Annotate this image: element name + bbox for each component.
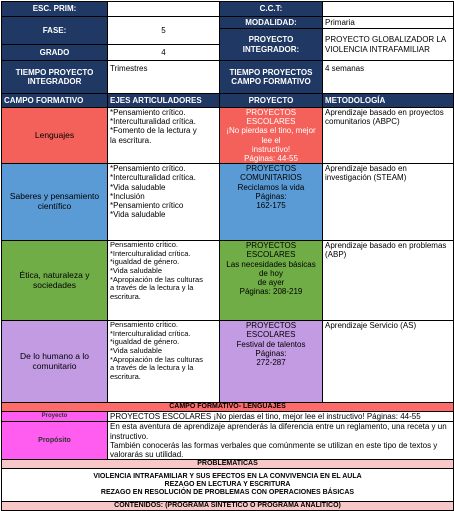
ejes-humano xyxy=(108,321,220,403)
metodologia-saberes: Aprendizaje basado en investigación (STEAM) xyxy=(323,164,454,241)
esc-prim-value xyxy=(108,2,220,17)
problematica-item: VIOLENCIA INTRAFAMILIAR Y SUS EFECTOS EN LA CONVIVENCIA EN EL AULA xyxy=(93,473,362,481)
modalidad-label: MODALIDAD: xyxy=(220,17,323,29)
proyecto-line: Páginas: xyxy=(255,348,287,358)
eje-item: *Interculturalidad crítica. xyxy=(110,328,191,338)
modalidad-value: Primaria xyxy=(323,17,454,29)
eje-item: Pensamiento crítico. xyxy=(110,320,178,330)
tiempo-integrador-value: Trimestres xyxy=(108,61,220,94)
section-title-lenguajes: CAMPO FORMATIVO- LENGUAJES xyxy=(2,403,454,412)
fase-value: 5 xyxy=(108,17,220,45)
proyecto-line: Páginas: xyxy=(255,191,287,201)
proyecto-line: Reciclamos la vida xyxy=(237,182,305,192)
proyecto-saberes xyxy=(220,164,323,241)
proyecto-label: Proyecto xyxy=(2,412,108,422)
eje-item: *Vida saludable xyxy=(110,182,166,192)
proyecto-line: Festival de talentos xyxy=(236,339,306,349)
proyecto-line: Las necesidades básicas xyxy=(226,259,316,269)
proposito-label: Propósito xyxy=(2,422,108,460)
metodologia-etica: Aprendizaje basado en problemas (ABP) xyxy=(323,241,454,321)
metodologia-lenguajes: Aprendizaje basado en proyectos comunitarios (ABPC) xyxy=(323,108,454,164)
proyecto-line: instructivo! xyxy=(251,144,291,154)
proyecto-line: PROYECTOS ESCOLARES xyxy=(245,108,297,127)
ejes-saberes xyxy=(108,164,220,241)
campo-etica: Ética, naturaleza y sociedades xyxy=(2,241,108,321)
eje-item: escritura. xyxy=(110,371,141,381)
eje-item: *Fomento de la lectura y xyxy=(110,126,197,136)
problematica-item: REZAGO EN LECTURA Y ESCRITURA xyxy=(164,481,291,489)
esc-prim-label: ESC. PRIM: xyxy=(2,2,108,17)
proyecto-line: Páginas: 44-55 xyxy=(244,153,298,163)
metodologia-humano: Aprendizaje Servicio (AS) xyxy=(323,321,454,403)
proyecto-line: Páginas: 208-219 xyxy=(239,287,303,297)
problematica-item: REZAGO EN RESOLUCIÓN DE PROBLEMAS CON OPERACIONES BÁSICAS xyxy=(100,489,355,497)
proyecto-line: PROYECTOS ESCOLARES xyxy=(245,321,297,340)
campo-humano: De lo humano a lo comunitario xyxy=(2,321,108,403)
campo-lenguajes: Lenguajes xyxy=(2,108,108,164)
eje-item: *Apropiación de las culturas xyxy=(110,354,203,364)
eje-item: *Pensamiento crítico. xyxy=(110,108,186,117)
proyecto-integrador-label: PROYECTO INTEGRADOR: xyxy=(220,29,323,61)
eje-item: *igualdad de género. xyxy=(110,257,180,267)
proposito-line: También conocerás las formas verbales que comúnmente se utilizan en este tipo de textos y valorarás su utilidad. xyxy=(110,440,438,459)
proyecto-line: ¡No pierdas el tino, mejor lee el xyxy=(226,126,316,145)
ejes-etica xyxy=(108,241,220,321)
grado-value: 4 xyxy=(108,45,220,61)
col-ejes-articuladores: EJES ARTICULADORES xyxy=(108,94,220,108)
col-campo-formativo: CAMPO FORMATIVO xyxy=(2,94,108,108)
proyecto-line: 272-287 xyxy=(256,357,286,367)
proposito-value xyxy=(108,422,454,460)
eje-item: *Interculturalidad crítica. xyxy=(110,173,196,183)
proyecto-integrador-value: PROYECTO GLOBALIZADOR LA VIOLENCIA INTRAFAMILIAR xyxy=(323,29,454,61)
proyecto-line: de ayer xyxy=(257,277,285,287)
fase-label: FASE: xyxy=(2,17,108,45)
eje-item: la escritura. xyxy=(110,135,152,145)
grado-label: GRADO xyxy=(2,45,108,61)
proposito-line: En esta aventura de aprendizaje aprenderás la diferencia entre un reglamento, una receta y un instructivo. xyxy=(110,422,447,441)
proyecto-line: PROYECTOS ESCOLARES xyxy=(245,241,297,260)
tiempo-campo-value: 4 semanas xyxy=(323,61,454,94)
col-proyecto: PROYECTO xyxy=(220,94,323,108)
proyecto-line: PROYECTOS COMUNITARIOS xyxy=(240,164,302,183)
proyecto-lenguajes xyxy=(220,108,323,164)
campo-saberes: Saberes y pensamiento científico xyxy=(2,164,108,241)
eje-item: *Vida saludable xyxy=(110,266,162,275)
tiempo-campo-label: TIEMPO PROYECTOS CAMPO FORMATIVO xyxy=(220,61,323,94)
eje-item: a través de la lectura y la xyxy=(110,283,194,293)
contenidos-title: CONTENIDOS: (PROGRAMA SINTÉTICO O PROGRAMA ANALÍTICO) xyxy=(2,502,454,511)
problematicas-title: PROBLEMATICAS xyxy=(2,460,454,469)
eje-item: *Apropiación de las culturas xyxy=(110,274,203,284)
col-metodologia: METODOLOGÍA xyxy=(323,94,454,108)
eje-item: *Pensamiento crítico. xyxy=(110,164,186,174)
cct-value xyxy=(323,2,454,17)
ejes-lenguajes xyxy=(108,108,220,164)
eje-item: a través de la lectura y la xyxy=(110,363,194,373)
cct-label: C.C.T: xyxy=(220,2,323,17)
eje-item: Pensamiento crítico. xyxy=(110,240,178,250)
eje-item: *Inclusión xyxy=(110,191,145,201)
eje-item: *Interculturalidad crítica. xyxy=(110,117,196,127)
proyecto-value: PROYECTOS ESCOLARES ¡No pierdas el tino, mejor lee el instructivo! Páginas: 44-55 xyxy=(108,412,454,422)
eje-item: *Pensamiento crítico xyxy=(110,200,184,210)
problematicas-list xyxy=(2,469,454,502)
eje-item: *Vida saludable xyxy=(110,210,166,220)
proyecto-line: de hoy xyxy=(258,268,284,278)
eje-item: *Vida saludable xyxy=(110,346,162,355)
proyecto-etica xyxy=(220,241,323,321)
tiempo-integrador-label: TIEMPO PROYECTO INTEGRADOR xyxy=(2,61,108,94)
planning-table xyxy=(1,1,454,511)
proyecto-line: 162-175 xyxy=(256,200,286,210)
eje-item: escritura. xyxy=(110,291,141,301)
eje-item: *igualdad de género. xyxy=(110,337,180,347)
eje-item: *Interculturalidad crítica. xyxy=(110,248,191,258)
proyecto-humano xyxy=(220,321,323,403)
